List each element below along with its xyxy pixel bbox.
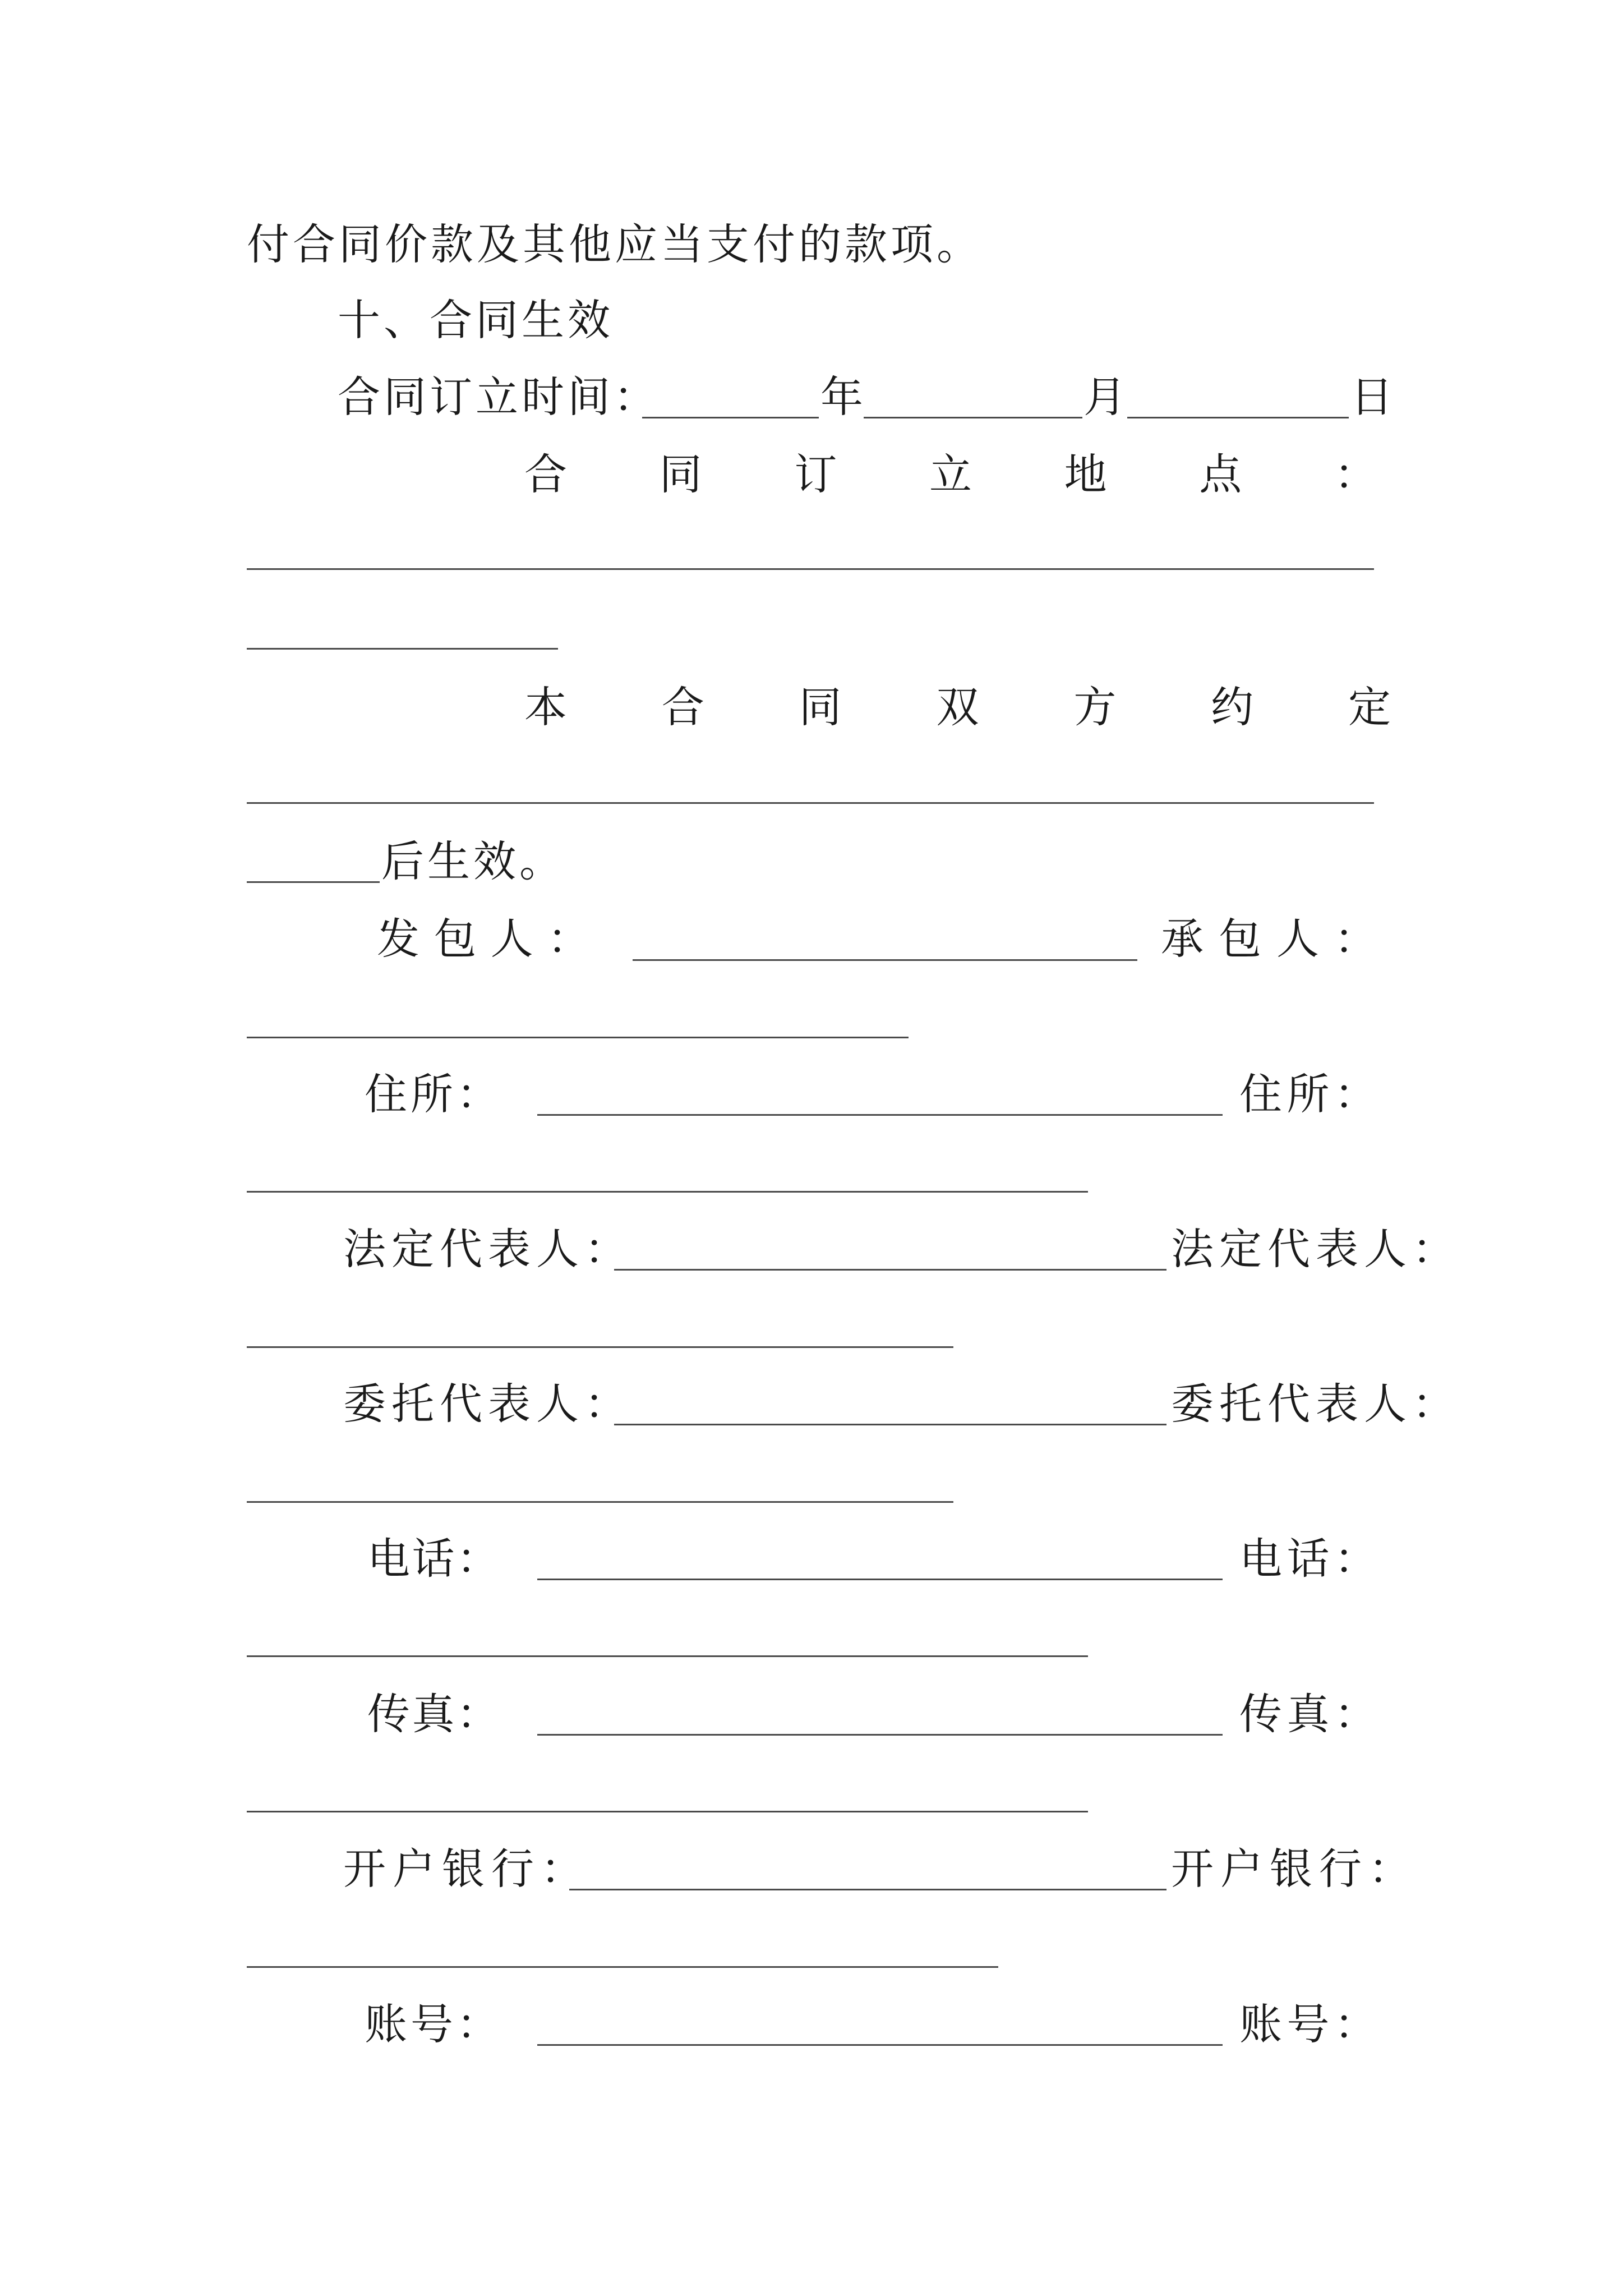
bank-label-right: 开户银行： [1171, 1844, 1418, 1894]
char: 真 [412, 1689, 455, 1739]
char: 订 [794, 449, 837, 499]
char: 人 [490, 914, 533, 964]
char: 电 [367, 1534, 410, 1584]
char: 住 [365, 1069, 407, 1119]
char: 号 [1287, 1999, 1330, 2049]
char: 话 [412, 1534, 455, 1584]
char: ： [547, 914, 590, 964]
char: 真 [1287, 1689, 1330, 1739]
effective-blank-1[interactable] [247, 802, 1374, 804]
char: 方 [1073, 682, 1117, 732]
char: ： [457, 1999, 499, 2049]
auth-rep-blank-left[interactable] [614, 1424, 1166, 1425]
effective-clause-label [524, 682, 1391, 732]
signing-time-label: 合同订立时间： [338, 372, 660, 422]
char: 合 [661, 682, 704, 732]
auth-rep-label-right: 委托代表人： [1171, 1379, 1460, 1429]
month-blank[interactable] [864, 417, 1082, 418]
employer-label [377, 914, 590, 964]
char: 点 [1199, 449, 1242, 499]
phone-blank-right[interactable] [247, 1655, 1088, 1657]
fax-label-left [367, 1689, 499, 1739]
char: 人 [1276, 914, 1319, 964]
legal-rep-label-right: 法定代表人： [1171, 1224, 1460, 1274]
signing-place-blank-2[interactable] [247, 648, 558, 650]
legal-rep-blank-right[interactable] [247, 1346, 953, 1348]
auth-rep-label-left: 委托代表人： [343, 1379, 633, 1429]
char: ： [1334, 449, 1377, 499]
employer-blank[interactable] [633, 959, 1137, 961]
char: 同 [659, 449, 702, 499]
char: 传 [367, 1689, 410, 1739]
paragraph-end: 付合同价款及其他应当支付的款项。 [247, 219, 983, 269]
char: ： [457, 1069, 499, 1119]
char: 账 [365, 1999, 407, 2049]
char: 本 [524, 682, 567, 732]
char: ： [457, 1689, 499, 1739]
char: 所 [1287, 1069, 1330, 1119]
char: ： [1334, 1534, 1377, 1584]
bank-blank-left[interactable] [569, 1889, 1166, 1890]
char: 发 [377, 914, 419, 964]
phone-label-right [1239, 1534, 1377, 1584]
char: 合 [524, 449, 567, 499]
contractor-blank[interactable] [247, 1037, 909, 1038]
char: 立 [929, 449, 972, 499]
char: 定 [1348, 682, 1391, 732]
address-blank-left[interactable] [537, 1114, 1223, 1116]
char: 传 [1239, 1689, 1282, 1739]
legal-rep-blank-left[interactable] [614, 1269, 1166, 1271]
phone-blank-left[interactable] [537, 1579, 1223, 1580]
year-label: 年 [820, 372, 863, 422]
bank-label-left: 开户银行： [343, 1844, 590, 1894]
address-blank-right[interactable] [247, 1191, 1088, 1193]
char: 约 [1211, 682, 1254, 732]
auth-rep-blank-right[interactable] [247, 1501, 953, 1503]
char: 号 [411, 1999, 453, 2049]
address-label-left [365, 1069, 499, 1119]
char: 住 [1239, 1069, 1282, 1119]
char: 包 [1219, 914, 1261, 964]
effective-blank-2[interactable] [247, 881, 380, 883]
contractor-label [1161, 914, 1377, 964]
phone-label-left [367, 1534, 499, 1584]
char: ： [1334, 1069, 1377, 1119]
account-label-left [365, 1999, 499, 2049]
char: ： [1334, 914, 1377, 964]
char: 双 [936, 682, 979, 732]
char: 账 [1239, 1999, 1282, 2049]
signing-place-label [524, 449, 1377, 499]
legal-rep-label-left: 法定代表人： [343, 1224, 633, 1274]
section-heading: 十、合同生效 [338, 295, 614, 345]
char: ： [1334, 1689, 1377, 1739]
address-label-right [1239, 1069, 1377, 1119]
fax-blank-right[interactable] [247, 1811, 1088, 1812]
month-label: 月 [1083, 372, 1126, 422]
char: 同 [799, 682, 842, 732]
char: 地 [1064, 449, 1107, 499]
year-blank[interactable] [642, 417, 819, 418]
bank-blank-right[interactable] [247, 1966, 998, 1968]
char: ： [457, 1534, 499, 1584]
char: 电 [1239, 1534, 1282, 1584]
char: ： [1334, 1999, 1377, 2049]
fax-label-right [1239, 1689, 1377, 1739]
char: 所 [411, 1069, 453, 1119]
char: 包 [434, 914, 477, 964]
effective-suffix: 后生效。 [381, 836, 565, 886]
signing-place-blank-1[interactable] [247, 568, 1374, 570]
account-blank-left[interactable] [537, 2044, 1223, 2046]
day-blank[interactable] [1127, 417, 1349, 418]
char: 承 [1161, 914, 1204, 964]
fax-blank-left[interactable] [537, 1734, 1223, 1736]
day-label: 日 [1350, 372, 1393, 422]
char: 话 [1287, 1534, 1330, 1584]
account-label-right [1239, 1999, 1377, 2049]
